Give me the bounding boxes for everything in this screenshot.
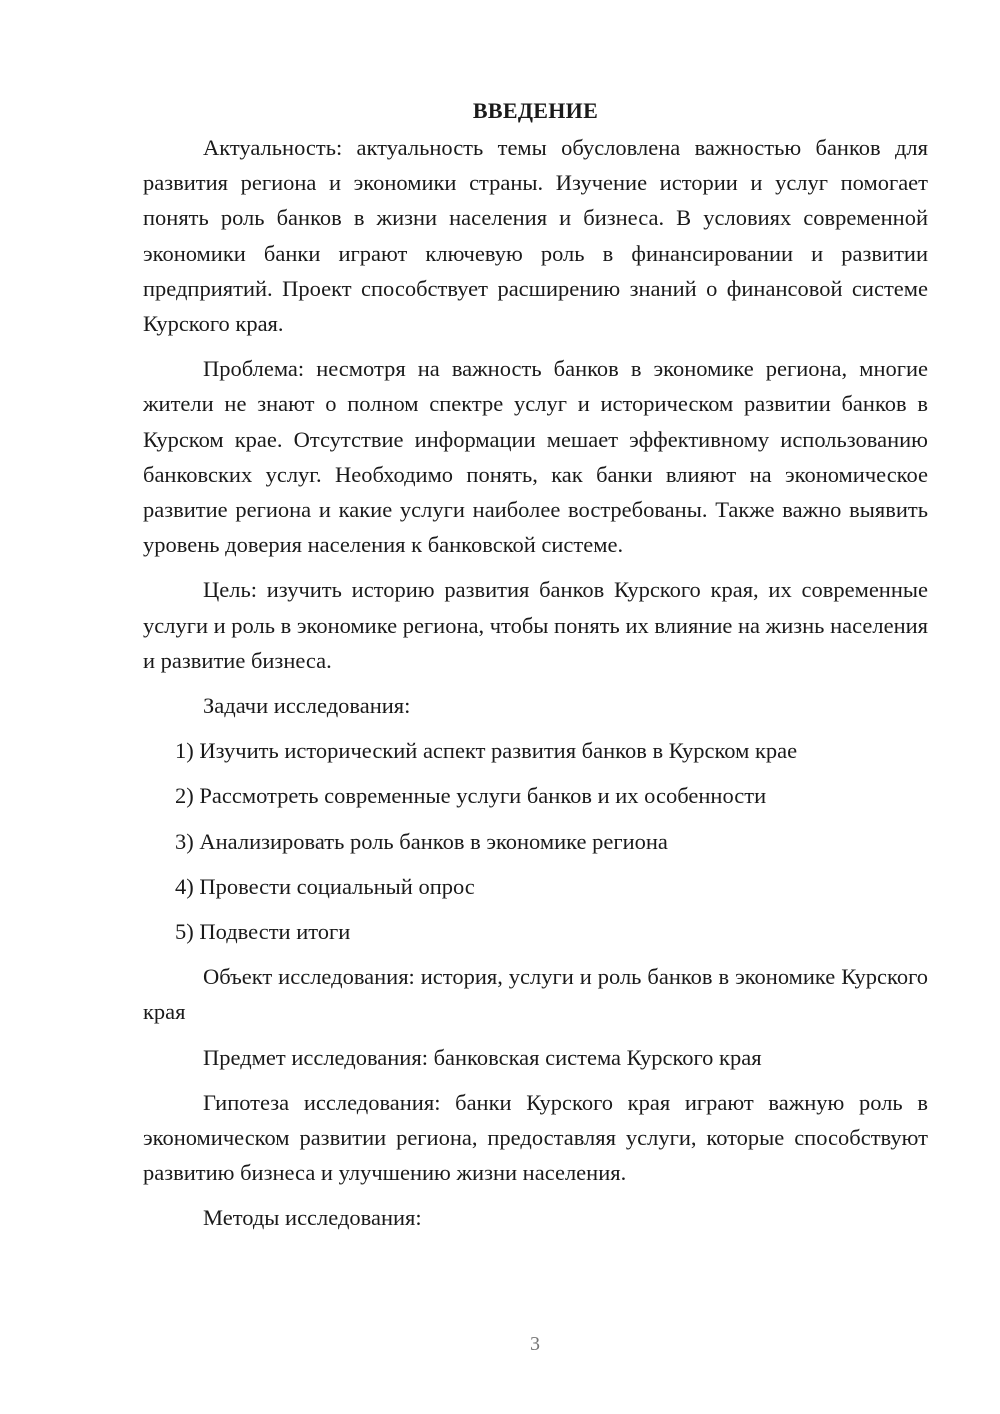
task-item: 2) Рассмотреть современные услуги банков и их особенности [175,783,767,809]
paragraph-hypothesis: Гипотеза исследования: банки Курского края играют важную роль в экономическом развитии региона, предоставляя услуги, которые способствуют развитию бизнеса и улучшению жизни населения. [143,1089,928,1186]
paragraph-goal: Цель: изучить историю развития банков Курского края, их современные услуги и роль в экономике региона, чтобы понять их влияние на жизнь населения и развитие бизнеса. [143,577,928,673]
task-item: 1) Изучить исторический аспект развития банков в Курском крае [175,738,798,764]
page-title: ВВЕДЕНИЕ [472,98,599,123]
task-item: 3) Анализировать роль банков в экономике региона [175,828,668,854]
page-number: 3 [530,1333,540,1355]
task-item: 5) Подвести итоги [175,919,351,945]
document-page [143,96,928,1246]
paragraph-relevance: Актуальность: актуальность темы обусловлена важностью банков для развития региона и экономики страны. Изучение истории и услуг помогает понять роль банков в жизни населения и бизнеса. В условиях современной экономики банки играют ключевую роль в финансировании и развитии предприятий. Проект способствует расширению знаний о финансовой системе Курского края. [143,135,928,337]
task-item: 4) Провести социальный опрос [175,873,475,899]
tasks-heading: Задачи исследования: [203,693,411,719]
paragraph-subject: Предмет исследования: банковская система Курского края [203,1044,762,1070]
methods-heading: Методы исследования: [203,1205,422,1231]
paragraph-object: Объект исследования: история, услуги и роль банков в экономике Курского края [143,964,928,1025]
paragraph-problem: Проблема: несмотря на важность банков в экономике региона, многие жители не знают о полном спектре услуг и историческом развитии банков в Курском крае. Отсутствие информации мешает эффективному использованию банковских услуг. Необходимо понять, как банки влияют на экономическое развитие региона и какие услуги наиболее востребованы. Также важно выявить уровень доверия населения к банковской системе. [143,356,928,558]
